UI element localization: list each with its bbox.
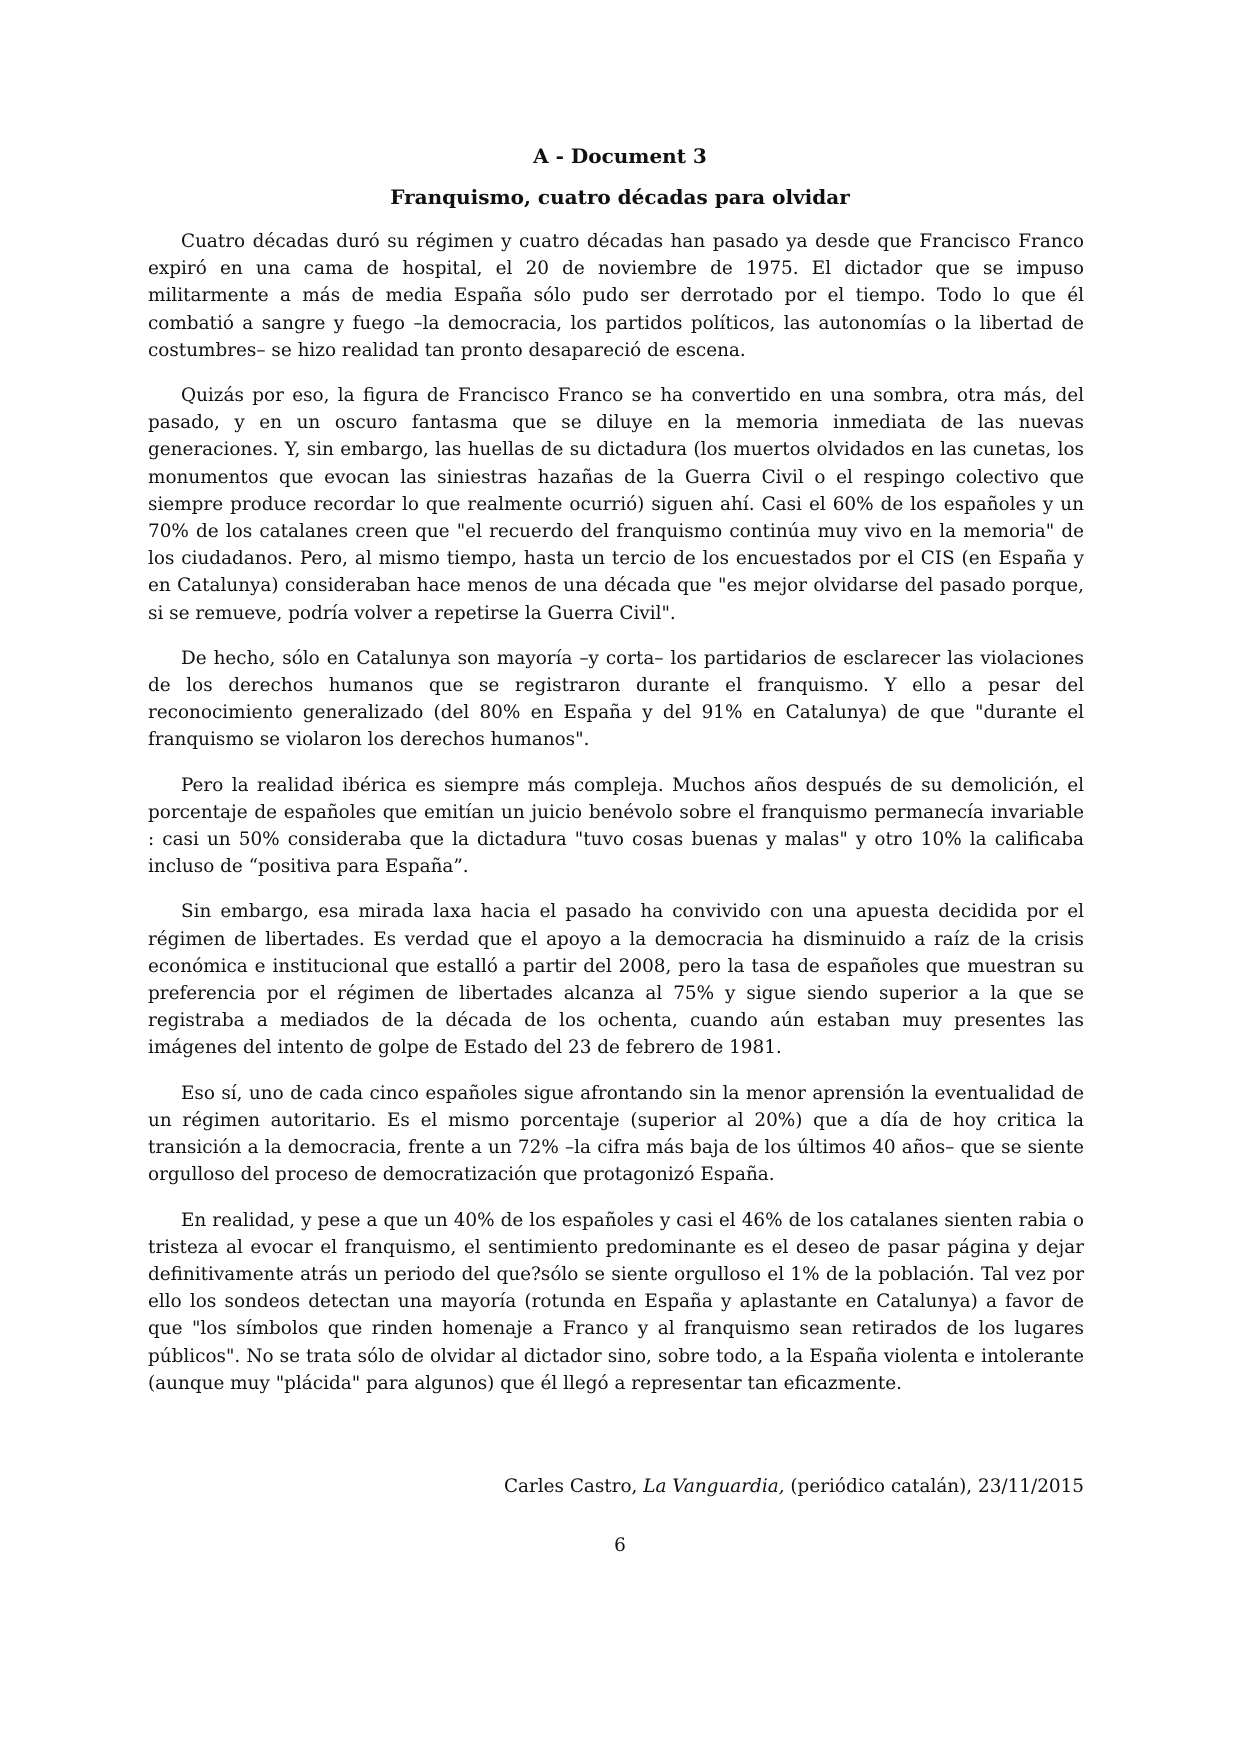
document-label: A - Document 3 — [533, 144, 707, 168]
article-body — [148, 228, 1084, 1415]
paragraph-4: Pero la realidad ibérica es siempre más compleja. Muchos años después de su demolición, el porcentaje de españoles que emitían un juicio benévolo sobre el franquismo permanecía invariable : casi un 50% consideraba que la dictadura "tuvo cosas buenas y malas" y otro 10% la calificaba incluso de “positiva para España”. — [148, 774, 1084, 878]
paragraph-3: De hecho, sólo en Catalunya son mayoría –y corta– los partidarios de esclarecer las violaciones de los derechos humanos que se registraron durante el franquismo. Y ello a pesar del reconocimiento generalizado (del 80% en España y del 91% en Catalunya) de que "durante el franquismo se violaron los derechos humanos". — [148, 647, 1084, 751]
paragraph-6: Eso sí, uno de cada cinco españoles sigue afrontando sin la menor aprensión la eventualidad de un régimen autoritario. Es el mismo porcentaje (superior al 20%) que a día de hoy critica la transición a la democracia, frente a un 72% –la cifra más baja de los últimos 40 años– que se siente orgulloso del proceso de democratización que protagonizó España. — [148, 1082, 1084, 1186]
paragraph-2: Quizás por eso, la figura de Francisco Franco se ha convertido en una sombra, otra más, del pasado, y en un oscuro fantasma que se diluye en la memoria inmediata de las nuevas generaciones. Y, sin embargo, las huellas de su dictadura (los muertos olvidados en las cunetas, los monumentos que evocan las siniestras hazañas de la Guerra Civil o el respingo colectivo que siempre produce recordar lo que realmente ocurrió) siguen ahí. Casi el 60% de los españoles y un 70% de los catalanes creen que "el recuerdo del franquismo continúa muy vivo en la memoria" de los ciudadanos. Pero, al mismo tiempo, hasta un tercio de los encuestados por el CIS (en España y en Catalunya) consideraban hace menos de una década que "es mejor olvidarse del pasado porque, si se remueve, podría volver a repetirse la Guerra Civil". — [148, 385, 1084, 624]
paragraph-5: Sin embargo, esa mirada laxa hacia el pasado ha convivido con una apuesta decidida por el régimen de libertades. Es verdad que el apoyo a la democracia ha disminuido a raíz de la crisis económica e institucional que estalló a partir del 2008, pero la tasa de españoles que muestran su preferencia por el régimen de libertades alcanza al 75% y sigue siendo superior a la que se registraba a mediados de la década de los ochenta, cuando aún estaban muy presentes las imágenes del intento de golpe de Estado del 23 de febrero de 1981. — [148, 901, 1084, 1059]
page-number: 6 — [614, 1535, 626, 1556]
document-title: Franquismo, cuatro décadas para olvidar — [390, 185, 850, 209]
citation-newspaper: La Vanguardia, — [643, 1476, 785, 1497]
citation-author: Carles Castro, — [503, 1476, 638, 1497]
source-citation — [148, 1473, 1084, 1500]
citation-detail: (periódico catalán), 23/11/2015 — [790, 1476, 1084, 1497]
paragraph-1: Cuatro décadas duró su régimen y cuatro décadas han pasado ya desde que Francisco Franco expiró en una cama de hospital, el 20 de noviembre de 1975. El dictador que se impuso militarmente a más de media España sólo pudo ser derrotado por el tiempo. Todo lo que él combatió a sangre y fuego –la democracia, los partidos políticos, las autonomías o la libertad de costumbres– se hizo realidad tan pronto desapareció de escena. — [148, 231, 1084, 361]
paragraph-7: En realidad, y pese a que un 40% de los españoles y casi el 46% de los catalanes sienten rabia o tristeza al evocar el franquismo, el sentimiento predominante es el deseo de pasar página y dejar definitivamente atrás un periodo del que?sólo se siente orgulloso el 1% de la población. Tal vez por ello los sondeos detectan una mayoría (rotunda en España y aplastante en Catalunya) a favor de que "los símbolos que rinden homenaje a Franco y al franquismo sean retirados de los lugares públicos". No se trata sólo de olvidar al dictador sino, sobre todo, a la España violenta e intolerante (aunque muy "plácida" para algunos) que él llegó a representar tan eficazmente. — [148, 1209, 1084, 1394]
